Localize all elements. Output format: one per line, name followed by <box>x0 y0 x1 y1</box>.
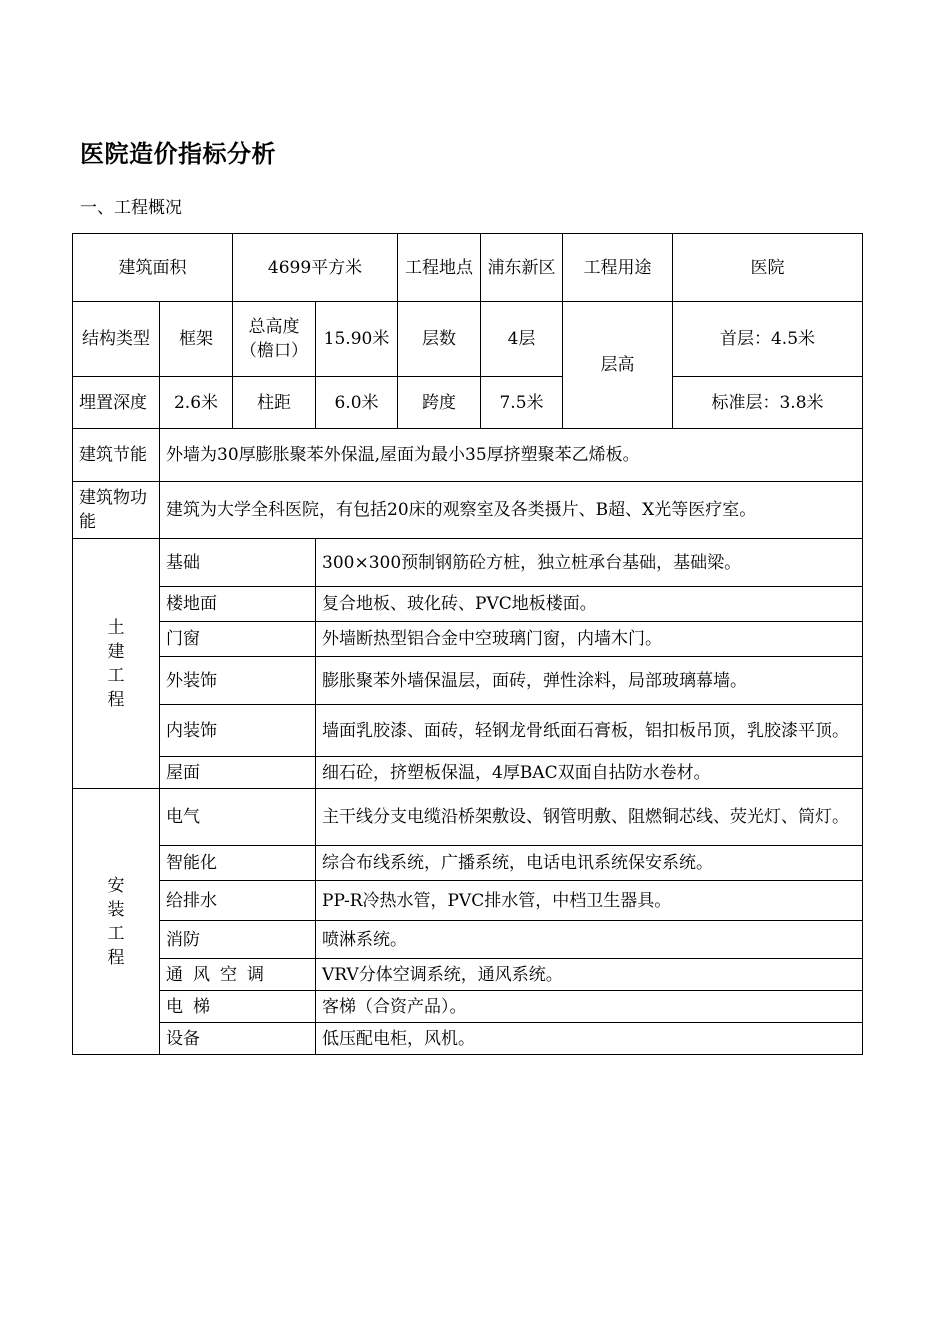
install-item: 智能化 <box>160 846 316 881</box>
civil-item: 门窗 <box>160 622 316 657</box>
area-value: 4699平方米 <box>233 234 398 302</box>
install-desc: 喷淋系统。 <box>316 921 863 959</box>
install-desc: 低压配电柜，风机。 <box>316 1023 863 1055</box>
table-row <box>73 482 863 539</box>
storey-label: 层高 <box>563 302 673 429</box>
standard-floor-height: 标准层：3.8米 <box>673 377 863 429</box>
install-item: 设备 <box>160 1023 316 1055</box>
overview-table <box>72 233 863 1055</box>
section-heading: 一、工程概况 <box>80 198 182 218</box>
table-row <box>73 1023 863 1055</box>
install-desc: VRV分体空调系统，通风系统。 <box>316 959 863 991</box>
civil-item: 内装饰 <box>160 705 316 757</box>
structure-label: 结构类型 <box>73 302 160 377</box>
table-row <box>73 921 863 959</box>
civil-item: 屋面 <box>160 757 316 789</box>
energy-label: 建筑节能 <box>73 429 160 482</box>
height-label: 总高度（檐口） <box>233 302 316 377</box>
area-label: 建筑面积 <box>73 234 233 302</box>
civil-desc: 细石砼，挤塑板保温，4厚BAC双面自拈防水卷材。 <box>316 757 863 789</box>
install-item: 消防 <box>160 921 316 959</box>
table-row <box>73 657 863 705</box>
install-item: 电梯 <box>160 991 316 1023</box>
install-item: 电气 <box>160 789 316 846</box>
location-value: 浦东新区 <box>481 234 563 302</box>
table-row <box>73 377 863 429</box>
install-desc: PP-R冷热水管，PVC排水管，中档卫生器具。 <box>316 881 863 921</box>
civil-desc: 膨胀聚苯外墙保温层，面砖，弹性涂料，局部玻璃幕墙。 <box>316 657 863 705</box>
table-row <box>73 705 863 757</box>
install-desc: 客梯（合资产品）。 <box>316 991 863 1023</box>
energy-value: 外墙为30厚膨胀聚苯外保温,屋面为最小35厚挤塑聚苯乙烯板。 <box>160 429 863 482</box>
first-floor-height: 首层：4.5米 <box>673 302 863 377</box>
span-label: 跨度 <box>398 377 481 429</box>
usage-label: 工程用途 <box>563 234 673 302</box>
span-value: 7.5米 <box>481 377 563 429</box>
install-works-label: 安 装 工 程 <box>73 789 160 1055</box>
table-row <box>73 757 863 789</box>
burial-label: 埋置深度 <box>73 377 160 429</box>
table-row <box>73 789 863 846</box>
table-row <box>73 302 863 377</box>
civil-desc: 外墙断热型铝合金中空玻璃门窗，内墙木门。 <box>316 622 863 657</box>
civil-desc: 墙面乳胶漆、面砖，轻钢龙骨纸面石膏板，铝扣板吊顶，乳胶漆平顶。 <box>316 705 863 757</box>
table-row <box>73 429 863 482</box>
table-row <box>73 587 863 622</box>
install-desc: 综合布线系统，广播系统，电话电讯系统保安系统。 <box>316 846 863 881</box>
location-label: 工程地点 <box>398 234 481 302</box>
burial-value: 2.6米 <box>160 377 233 429</box>
install-item: 通风空调 <box>160 959 316 991</box>
structure-value: 框架 <box>160 302 233 377</box>
civil-desc: 300×300预制钢筋砼方桩，独立桩承台基础，基础梁。 <box>316 539 863 587</box>
table-row <box>73 234 863 302</box>
civil-item: 楼地面 <box>160 587 316 622</box>
column-label: 柱距 <box>233 377 316 429</box>
table-row <box>73 539 863 587</box>
table-row <box>73 959 863 991</box>
install-desc: 主干线分支电缆沿桥架敷设、钢管明敷、阻燃铜芯线、荧光灯、筒灯。 <box>316 789 863 846</box>
civil-desc: 复合地板、玻化砖、PVC地板楼面。 <box>316 587 863 622</box>
civil-works-label: 土 建 工 程 <box>73 539 160 789</box>
table-row <box>73 991 863 1023</box>
table-row <box>73 846 863 881</box>
column-value: 6.0米 <box>316 377 398 429</box>
civil-item: 基础 <box>160 539 316 587</box>
height-value: 15.90米 <box>316 302 398 377</box>
civil-item: 外装饰 <box>160 657 316 705</box>
floors-label: 层数 <box>398 302 481 377</box>
function-label: 建筑物功能 <box>73 482 160 539</box>
floors-value: 4层 <box>481 302 563 377</box>
install-item: 给排水 <box>160 881 316 921</box>
table-row <box>73 622 863 657</box>
usage-value: 医院 <box>673 234 863 302</box>
function-value: 建筑为大学全科医院，有包括20床的观察室及各类摄片、B超、X光等医疗室。 <box>160 482 863 539</box>
page-title: 医院造价指标分析 <box>80 140 276 168</box>
table-row <box>73 881 863 921</box>
